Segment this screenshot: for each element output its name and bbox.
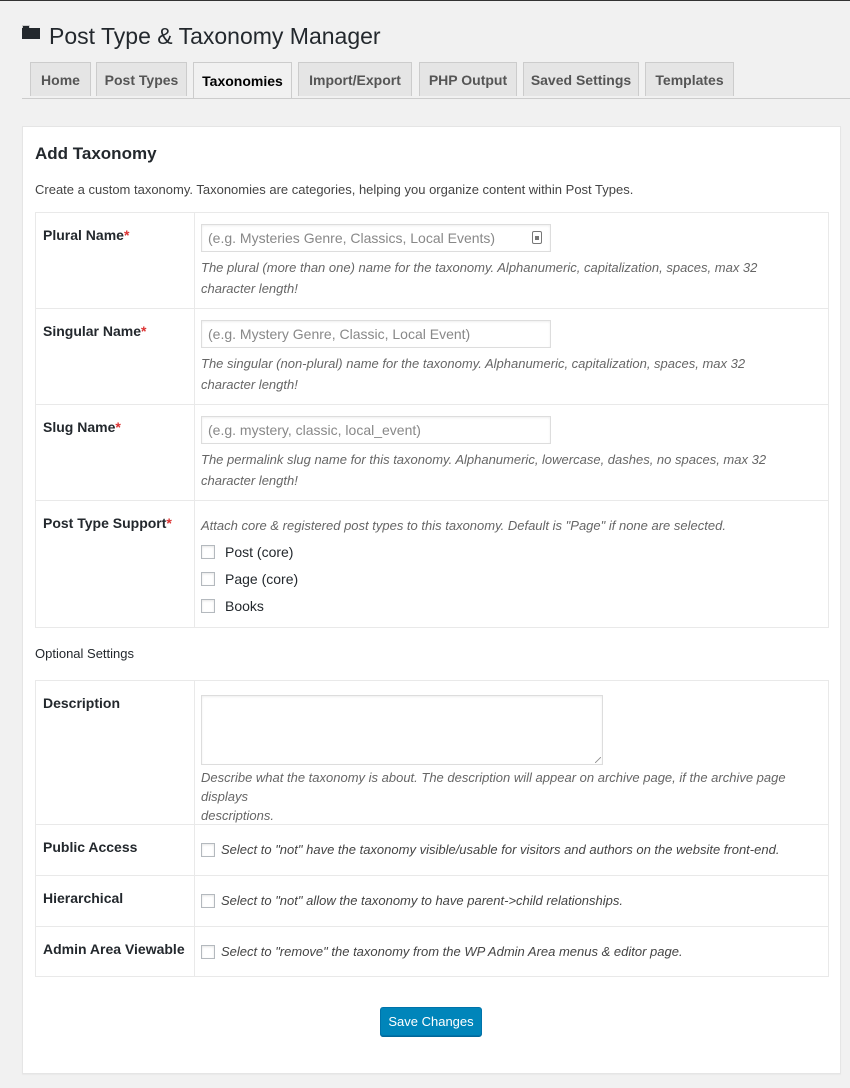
required-fields-table	[35, 212, 829, 628]
post-core-option	[201, 544, 293, 560]
admin-viewable-option	[201, 944, 683, 959]
hierarchical-description: Select to "not" allow the taxonomy to have parent->child relationships.	[221, 893, 623, 908]
page-header	[22, 20, 381, 52]
public-access-description: Select to "not" have the taxonomy visible/usable for visitors and authors on the website front-end.	[221, 842, 780, 857]
nav-tabs	[22, 62, 850, 99]
admin-viewable-row	[36, 927, 828, 977]
page-core-checkbox[interactable]	[201, 572, 215, 586]
public-access-row	[36, 825, 828, 876]
tab-saved-settings[interactable]: Saved Settings	[523, 62, 639, 96]
description-row	[36, 681, 828, 825]
books-checkbox[interactable]	[201, 599, 215, 613]
hierarchical-row	[36, 876, 828, 927]
form-intro: Create a custom taxonomy. Taxonomies are categories, helping you organize content within Post Types.	[35, 182, 634, 197]
hierarchical-checkbox[interactable]	[201, 894, 215, 908]
save-changes-button[interactable]: Save Changes	[380, 1007, 482, 1036]
books-label: Books	[225, 598, 264, 614]
post-type-support-row	[36, 501, 828, 627]
singular-name-description: The singular (non-plural) name for the taxonomy. Alphanumeric, capitalization, spaces, max 32 character length!	[201, 356, 746, 392]
optional-settings-heading: Optional Settings	[35, 646, 135, 661]
plural-name-row	[36, 213, 828, 309]
tab-import-export[interactable]: Import/Export	[298, 62, 412, 96]
folder-icon	[22, 25, 40, 39]
books-option	[201, 598, 264, 614]
tab-post-types[interactable]: Post Types	[96, 62, 187, 96]
admin-viewable-checkbox[interactable]	[201, 945, 215, 959]
form-heading: Add Taxonomy	[35, 144, 157, 163]
tab-templates[interactable]: Templates	[645, 62, 734, 96]
page-core-label: Page (core)	[225, 571, 299, 587]
tab-php-output[interactable]: PHP Output	[419, 62, 517, 96]
slug-name-description: The permalink slug name for this taxonomy. Alphanumeric, lowercase, dashes, no spaces, max 32 character length!	[201, 452, 767, 488]
slug-name-row	[36, 405, 828, 501]
admin-viewable-description: Select to "remove" the taxonomy from the WP Admin Area menus & editor page.	[221, 944, 683, 959]
public-access-option	[201, 842, 779, 857]
description-help: Describe what the taxonomy is about. The description will appear on archive page, if the archive page displays descriptions.	[201, 770, 786, 823]
singular-name-label: Singular Name*	[43, 323, 147, 339]
slug-name-input[interactable]: (e.g. mystery, classic, local_event)	[201, 416, 551, 444]
plural-name-label: Plural Name*	[43, 227, 130, 243]
add-taxonomy-panel	[22, 126, 841, 1074]
tab-home[interactable]: Home	[30, 62, 91, 96]
description-label: Description	[43, 695, 121, 711]
top-border	[0, 0, 850, 1]
hierarchical-label: Hierarchical	[43, 890, 124, 906]
post-core-checkbox[interactable]	[201, 545, 215, 559]
singular-name-row	[36, 309, 828, 405]
plural-name-description: The plural (more than one) name for the taxonomy. Alphanumeric, capitalization, spaces, max 32 character length!	[201, 260, 758, 296]
resize-grip-icon[interactable]	[595, 757, 601, 763]
page-core-option	[201, 571, 298, 587]
public-access-checkbox[interactable]	[201, 843, 215, 857]
hierarchical-option	[201, 893, 623, 908]
post-core-label: Post (core)	[225, 544, 294, 560]
post-type-support-label: Post Type Support*	[43, 515, 172, 531]
singular-name-input[interactable]: (e.g. Mystery Genre, Classic, Local Event)	[201, 320, 551, 348]
page-title: Post Type & Taxonomy Manager	[49, 22, 381, 49]
tab-taxonomies[interactable]: Taxonomies	[193, 62, 292, 98]
description-textarea[interactable]	[201, 695, 603, 765]
post-type-support-description: Attach core & registered post types to this taxonomy. Default is "Page" if none are selected.	[201, 518, 726, 533]
admin-viewable-label: Admin Area Viewable	[43, 941, 185, 957]
plural-name-input[interactable]: (e.g. Mysteries Genre, Classics, Local Events)	[201, 224, 551, 252]
public-access-label: Public Access	[43, 839, 138, 855]
keyboard-icon[interactable]	[532, 231, 542, 244]
optional-fields-table	[35, 680, 829, 977]
slug-name-label: Slug Name*	[43, 419, 121, 435]
